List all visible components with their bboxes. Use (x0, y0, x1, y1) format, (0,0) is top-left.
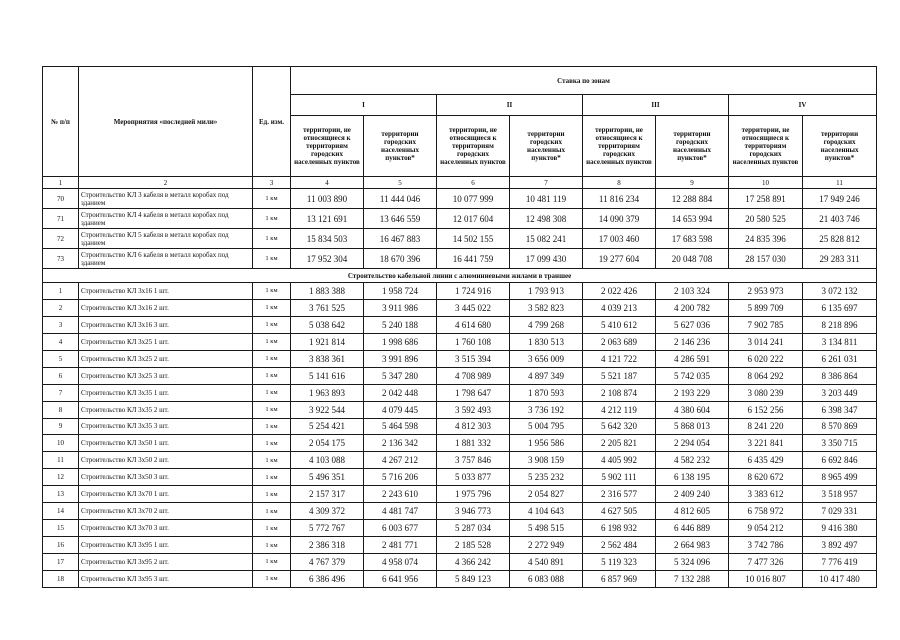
table-header (43, 67, 877, 189)
row-unit: 1 км (253, 503, 291, 520)
rate-value: 4 380 604 (656, 401, 729, 418)
rate-value: 6 446 889 (656, 520, 729, 537)
rate-value: 3 383 612 (729, 486, 803, 503)
column-number: 2 (79, 177, 253, 189)
table-row (43, 299, 877, 316)
row-measure: Строительство КЛ 3х70 1 шт. (79, 486, 253, 503)
rate-value: 6 138 195 (656, 469, 729, 486)
row-number: 1 (43, 283, 79, 300)
zone-header: III (583, 95, 729, 116)
row-unit: 1 км (253, 570, 291, 587)
rate-value: 3 221 841 (729, 435, 803, 452)
row-unit: 1 км (253, 435, 291, 452)
rates-header: Ставка по зонам (291, 67, 877, 95)
rate-value: 4 614 680 (437, 316, 510, 333)
rate-value: 8 064 292 (729, 367, 803, 384)
rate-value: 6 857 969 (583, 570, 656, 587)
rate-value: 2 054 827 (510, 486, 583, 503)
rate-value: 1 870 593 (510, 384, 583, 401)
rate-value: 6 152 256 (729, 401, 803, 418)
row-measure: Строительство КЛ 3х95 2 шт. (79, 554, 253, 571)
row-measure: Строительство КЛ 3х16 1 шт. (79, 283, 253, 300)
row-number: 73 (43, 249, 79, 269)
table-row (43, 537, 877, 554)
rate-value: 1 793 913 (510, 283, 583, 300)
row-number: 3 (43, 316, 79, 333)
rate-value: 8 965 499 (803, 469, 877, 486)
rate-value: 4 582 232 (656, 452, 729, 469)
rate-value: 20 580 525 (729, 209, 803, 229)
rate-value: 5 324 096 (656, 554, 729, 571)
table-row (43, 189, 877, 209)
rate-value: 8 241 220 (729, 418, 803, 435)
row-unit: 1 км (253, 384, 291, 401)
rate-value: 2 136 342 (364, 435, 437, 452)
rate-value: 17 099 430 (510, 249, 583, 269)
rate-value: 11 444 046 (364, 189, 437, 209)
rate-value: 5 464 598 (364, 418, 437, 435)
table-row (43, 350, 877, 367)
rate-value: 3 991 896 (364, 350, 437, 367)
rate-value: 1 998 686 (364, 333, 437, 350)
rate-value: 16 441 759 (437, 249, 510, 269)
rate-value: 3 908 159 (510, 452, 583, 469)
row-measure: Строительство КЛ 6 кабеля в металл коробах под зданием (79, 249, 253, 269)
rate-value: 5 410 612 (583, 316, 656, 333)
row-unit: 1 км (253, 554, 291, 571)
rate-value: 4 103 088 (291, 452, 364, 469)
rate-value: 4 309 372 (291, 503, 364, 520)
row-unit: 1 км (253, 299, 291, 316)
row-number: 13 (43, 486, 79, 503)
rate-value: 5 868 013 (656, 418, 729, 435)
table-row (43, 401, 877, 418)
row-unit: 1 км (253, 189, 291, 209)
column-number: 1 (43, 177, 79, 189)
rate-value: 24 835 396 (729, 229, 803, 249)
rate-value: 29 283 311 (803, 249, 877, 269)
rate-value: 3 757 846 (437, 452, 510, 469)
rate-value: 1 883 388 (291, 283, 364, 300)
column-number: 6 (437, 177, 510, 189)
row-number: 16 (43, 537, 79, 554)
rate-value: 1 724 916 (437, 283, 510, 300)
rate-value: 6 386 496 (291, 570, 364, 587)
row-number: 17 (43, 554, 79, 571)
row-unit: 1 км (253, 283, 291, 300)
rate-value: 5 235 232 (510, 469, 583, 486)
table-row (43, 418, 877, 435)
rate-value: 14 653 994 (656, 209, 729, 229)
rate-value: 15 834 503 (291, 229, 364, 249)
rate-value: 6 641 956 (364, 570, 437, 587)
rate-value: 3 761 525 (291, 299, 364, 316)
rate-value: 1 963 893 (291, 384, 364, 401)
column-number: 4 (291, 177, 364, 189)
rate-value: 4 039 213 (583, 299, 656, 316)
rate-value: 6 003 677 (364, 520, 437, 537)
rate-value: 4 767 379 (291, 554, 364, 571)
section-title: Строительство кабельной линии с алюминиевыми жилами в траншее (43, 269, 877, 283)
rate-value: 5 716 206 (364, 469, 437, 486)
rate-value: 7 029 331 (803, 503, 877, 520)
rate-value: 3 911 986 (364, 299, 437, 316)
rate-value: 3 014 241 (729, 333, 803, 350)
row-measure: Строительство КЛ 3х35 2 шт. (79, 401, 253, 418)
zone-header: I (291, 95, 437, 116)
subheader-urban: территории городских населенных пунктов* (656, 116, 729, 177)
rate-value: 2 272 949 (510, 537, 583, 554)
row-unit: 1 км (253, 229, 291, 249)
row-number: 7 (43, 384, 79, 401)
subheader-urban: территории городских населенных пунктов* (364, 116, 437, 177)
row-unit: 1 км (253, 537, 291, 554)
rate-value: 8 570 869 (803, 418, 877, 435)
row-number: 72 (43, 229, 79, 249)
rate-value: 15 082 241 (510, 229, 583, 249)
rate-value: 13 646 559 (364, 209, 437, 229)
rate-value: 5 004 795 (510, 418, 583, 435)
row-unit: 1 км (253, 520, 291, 537)
rate-value: 3 742 786 (729, 537, 803, 554)
row-measure: Строительство КЛ 3х50 1 шт. (79, 435, 253, 452)
rate-value: 10 077 999 (437, 189, 510, 209)
rate-value: 4 104 643 (510, 503, 583, 520)
rate-value: 10 481 119 (510, 189, 583, 209)
row-number: 14 (43, 503, 79, 520)
subheader-non-urban: территории, не относящиеся к территориям городских населенных пунктов (437, 116, 510, 177)
column-number: 9 (656, 177, 729, 189)
row-measure: Строительство КЛ 3 кабеля в металл коробах под зданием (79, 189, 253, 209)
rate-value: 3 515 394 (437, 350, 510, 367)
subheader-non-urban: территории, не относящиеся к территориям городских населенных пунктов (583, 116, 656, 177)
subheader-urban: территории городских населенных пунктов* (510, 116, 583, 177)
rate-value: 18 670 396 (364, 249, 437, 269)
rate-value: 2 316 577 (583, 486, 656, 503)
rate-value: 11 816 234 (583, 189, 656, 209)
table-row (43, 249, 877, 269)
section-b-rows (43, 283, 877, 588)
rate-value: 17 003 460 (583, 229, 656, 249)
rate-value: 5 627 036 (656, 316, 729, 333)
rate-value: 3 203 449 (803, 384, 877, 401)
rate-value: 9 054 212 (729, 520, 803, 537)
rate-value: 2 386 318 (291, 537, 364, 554)
rate-value: 3 946 773 (437, 503, 510, 520)
rate-value: 2 054 175 (291, 435, 364, 452)
rate-value: 4 267 212 (364, 452, 437, 469)
row-measure: Строительство КЛ 3х25 2 шт. (79, 350, 253, 367)
rate-value: 2 063 689 (583, 333, 656, 350)
rate-value: 5 498 515 (510, 520, 583, 537)
table-row (43, 367, 877, 384)
num-header: № п/п (43, 67, 79, 177)
rate-value: 5 899 709 (729, 299, 803, 316)
rate-value: 6 261 031 (803, 350, 877, 367)
row-measure: Строительство КЛ 4 кабеля в металл коробах под зданием (79, 209, 253, 229)
row-measure: Строительство КЛ 3х95 3 шт. (79, 570, 253, 587)
row-unit: 1 км (253, 418, 291, 435)
row-measure: Строительство КЛ 3х16 2 шт. (79, 299, 253, 316)
rate-value: 4 812 605 (656, 503, 729, 520)
rate-value: 5 902 111 (583, 469, 656, 486)
rate-value: 2 664 983 (656, 537, 729, 554)
table-row (43, 570, 877, 587)
row-unit: 1 км (253, 486, 291, 503)
rate-value: 4 812 303 (437, 418, 510, 435)
rate-value: 1 956 586 (510, 435, 583, 452)
rates-table (42, 66, 877, 588)
table-row (43, 503, 877, 520)
row-measure: Строительство КЛ 3х25 1 шт. (79, 333, 253, 350)
column-number: 3 (253, 177, 291, 189)
rate-value: 4 708 989 (437, 367, 510, 384)
rate-value: 28 157 030 (729, 249, 803, 269)
rate-value: 17 258 891 (729, 189, 803, 209)
row-number: 4 (43, 333, 79, 350)
row-number: 18 (43, 570, 79, 587)
column-number: 8 (583, 177, 656, 189)
rate-value: 8 386 864 (803, 367, 877, 384)
column-number-row (43, 177, 877, 189)
row-measure: Строительство КЛ 3х35 3 шт. (79, 418, 253, 435)
column-number: 10 (729, 177, 803, 189)
table-row (43, 384, 877, 401)
rate-value: 3 736 192 (510, 401, 583, 418)
row-unit: 1 км (253, 367, 291, 384)
section-row-group (43, 269, 877, 283)
row-number: 70 (43, 189, 79, 209)
rate-value: 6 135 697 (803, 299, 877, 316)
rate-value: 4 405 992 (583, 452, 656, 469)
row-number: 5 (43, 350, 79, 367)
table-row (43, 435, 877, 452)
rate-value: 14 090 379 (583, 209, 656, 229)
rate-value: 6 435 429 (729, 452, 803, 469)
rate-value: 6 083 088 (510, 570, 583, 587)
rate-value: 3 838 361 (291, 350, 364, 367)
row-number: 2 (43, 299, 79, 316)
rate-value: 3 922 544 (291, 401, 364, 418)
rate-value: 4 897 349 (510, 367, 583, 384)
rate-value: 10 016 807 (729, 570, 803, 587)
rate-value: 4 481 747 (364, 503, 437, 520)
rate-value: 5 038 642 (291, 316, 364, 333)
row-measure: Строительство КЛ 3х50 2 шт. (79, 452, 253, 469)
rate-value: 2 193 229 (656, 384, 729, 401)
rate-value: 2 481 771 (364, 537, 437, 554)
rate-value: 5 642 320 (583, 418, 656, 435)
rate-value: 4 200 782 (656, 299, 729, 316)
row-unit: 1 км (253, 333, 291, 350)
row-number: 6 (43, 367, 79, 384)
rate-value: 3 080 239 (729, 384, 803, 401)
rate-value: 6 398 347 (803, 401, 877, 418)
row-number: 15 (43, 520, 79, 537)
column-number: 5 (364, 177, 437, 189)
table-row (43, 316, 877, 333)
table-row (43, 209, 877, 229)
table-row (43, 283, 877, 300)
rate-value: 20 048 708 (656, 249, 729, 269)
row-number: 12 (43, 469, 79, 486)
rate-value: 2 108 874 (583, 384, 656, 401)
rate-value: 4 366 242 (437, 554, 510, 571)
rate-value: 17 683 598 (656, 229, 729, 249)
rate-value: 3 445 022 (437, 299, 510, 316)
row-number: 11 (43, 452, 79, 469)
subheader-non-urban: территории, не относящиеся к территориям городских населенных пунктов (291, 116, 364, 177)
rate-value: 21 403 746 (803, 209, 877, 229)
row-number: 9 (43, 418, 79, 435)
rate-value: 17 952 304 (291, 249, 364, 269)
row-number: 71 (43, 209, 79, 229)
rate-value: 4 079 445 (364, 401, 437, 418)
zone-header: II (437, 95, 583, 116)
rate-value: 7 776 419 (803, 554, 877, 571)
row-measure: Строительство КЛ 3х25 3 шт. (79, 367, 253, 384)
rate-value: 4 212 119 (583, 401, 656, 418)
rate-value: 2 103 324 (656, 283, 729, 300)
section-row (43, 269, 877, 283)
row-unit: 1 км (253, 401, 291, 418)
rate-value: 1 798 647 (437, 384, 510, 401)
rate-value: 5 033 877 (437, 469, 510, 486)
row-measure: Строительство КЛ 3х50 3 шт. (79, 469, 253, 486)
row-measure: Строительство КЛ 3х70 2 шт. (79, 503, 253, 520)
row-measure: Строительство КЛ 3х70 3 шт. (79, 520, 253, 537)
rate-value: 10 417 480 (803, 570, 877, 587)
rate-value: 12 017 604 (437, 209, 510, 229)
rate-value: 19 277 604 (583, 249, 656, 269)
rate-value: 3 134 811 (803, 333, 877, 350)
rate-value: 2 205 821 (583, 435, 656, 452)
rate-value: 2 562 484 (583, 537, 656, 554)
row-number: 8 (43, 401, 79, 418)
rate-value: 1 921 814 (291, 333, 364, 350)
rate-value: 3 656 009 (510, 350, 583, 367)
rate-value: 11 003 890 (291, 189, 364, 209)
row-unit: 1 км (253, 316, 291, 333)
measure-header: Мероприятия «последней мили» (79, 67, 253, 177)
rate-value: 2 157 317 (291, 486, 364, 503)
rate-value: 5 240 188 (364, 316, 437, 333)
unit-header: Ед. изм. (253, 67, 291, 177)
rate-value: 1 881 332 (437, 435, 510, 452)
rate-value: 1 958 724 (364, 283, 437, 300)
rate-value: 7 477 326 (729, 554, 803, 571)
rate-value: 14 502 155 (437, 229, 510, 249)
rate-value: 16 467 883 (364, 229, 437, 249)
rate-value: 4 958 074 (364, 554, 437, 571)
rate-value: 4 799 268 (510, 316, 583, 333)
row-unit: 1 км (253, 452, 291, 469)
rate-value: 2 243 610 (364, 486, 437, 503)
rate-value: 4 540 891 (510, 554, 583, 571)
row-unit: 1 км (253, 469, 291, 486)
subheader-urban: территории городских населенных пунктов* (803, 116, 877, 177)
rate-value: 5 772 767 (291, 520, 364, 537)
row-unit: 1 км (253, 209, 291, 229)
rate-value: 3 072 132 (803, 283, 877, 300)
rate-value: 5 521 187 (583, 367, 656, 384)
zone-header: IV (729, 95, 877, 116)
rate-value: 6 692 846 (803, 452, 877, 469)
column-number: 11 (803, 177, 877, 189)
rate-value: 2 042 448 (364, 384, 437, 401)
table-row (43, 486, 877, 503)
table-row (43, 469, 877, 486)
rate-value: 5 254 421 (291, 418, 364, 435)
table-row (43, 452, 877, 469)
row-measure: Строительство КЛ 5 кабеля в металл коробах под зданием (79, 229, 253, 249)
rate-value: 17 949 246 (803, 189, 877, 209)
table-row (43, 554, 877, 571)
rate-value: 4 286 591 (656, 350, 729, 367)
rate-value: 4 627 505 (583, 503, 656, 520)
row-unit: 1 км (253, 249, 291, 269)
rate-value: 6 758 972 (729, 503, 803, 520)
rate-value: 25 828 812 (803, 229, 877, 249)
rate-value: 8 620 672 (729, 469, 803, 486)
rate-value: 2 146 236 (656, 333, 729, 350)
rate-value: 13 121 691 (291, 209, 364, 229)
rate-value: 2 294 054 (656, 435, 729, 452)
rate-value: 5 347 280 (364, 367, 437, 384)
rate-value: 5 287 034 (437, 520, 510, 537)
rate-value: 3 518 957 (803, 486, 877, 503)
rate-value: 4 121 722 (583, 350, 656, 367)
row-measure: Строительство КЛ 3х16 3 шт. (79, 316, 253, 333)
rate-value: 9 416 380 (803, 520, 877, 537)
rate-value: 1 975 796 (437, 486, 510, 503)
rate-value: 6 198 932 (583, 520, 656, 537)
rate-value: 2 953 973 (729, 283, 803, 300)
rate-value: 3 892 497 (803, 537, 877, 554)
rate-value: 1 830 513 (510, 333, 583, 350)
rate-value: 5 742 035 (656, 367, 729, 384)
subheader-non-urban: территории, не относящиеся к территориям городских населенных пунктов (729, 116, 803, 177)
column-number: 7 (510, 177, 583, 189)
row-measure: Строительство КЛ 3х35 1 шт. (79, 384, 253, 401)
rate-value: 3 592 493 (437, 401, 510, 418)
rate-value: 2 185 528 (437, 537, 510, 554)
rate-value: 6 020 222 (729, 350, 803, 367)
rate-value: 2 022 426 (583, 283, 656, 300)
rate-value: 2 409 240 (656, 486, 729, 503)
table-row (43, 333, 877, 350)
rate-value: 5 849 123 (437, 570, 510, 587)
rate-value: 1 760 108 (437, 333, 510, 350)
table-row (43, 520, 877, 537)
rate-value: 12 288 884 (656, 189, 729, 209)
rate-value: 5 119 323 (583, 554, 656, 571)
rate-value: 5 141 616 (291, 367, 364, 384)
rate-value: 8 218 896 (803, 316, 877, 333)
table-row (43, 229, 877, 249)
rate-value: 5 496 351 (291, 469, 364, 486)
rate-value: 3 582 823 (510, 299, 583, 316)
section-a-rows (43, 189, 877, 269)
row-number: 10 (43, 435, 79, 452)
rate-value: 7 902 785 (729, 316, 803, 333)
row-measure: Строительство КЛ 3х95 1 шт. (79, 537, 253, 554)
rate-value: 3 350 715 (803, 435, 877, 452)
row-unit: 1 км (253, 350, 291, 367)
rate-value: 12 498 308 (510, 209, 583, 229)
rate-value: 7 132 288 (656, 570, 729, 587)
